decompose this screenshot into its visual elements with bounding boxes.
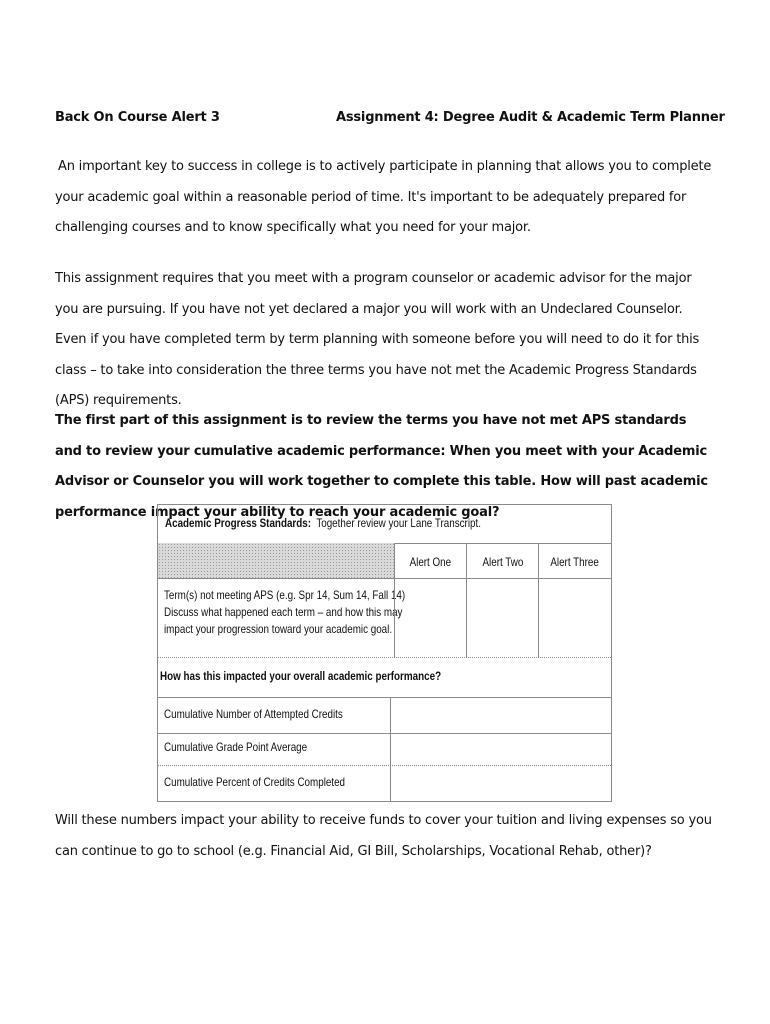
alert-heading: Back On Course Alert 3 — [55, 110, 220, 125]
col-alert-one — [394, 543, 466, 578]
col-alert-one-label: Alert One — [409, 555, 452, 569]
cumulative-percent-row — [158, 765, 611, 801]
instructions-paragraph: The first part of this assignment is to review the terms you have not met APS standards and to review your cumulative academic performance: When you meet with your Academic Advisor or Counselor you will work together to complete this table. How will past academic performance impact your ability to reach your academic goal? — [55, 413, 708, 520]
terms-line-1: Term(s) not meeting APS (e.g. Spr 14, Sum 14, Fall 14) — [164, 588, 406, 602]
col-alert-three-label: Alert Three — [550, 555, 600, 569]
funding-question-paragraph: Will these numbers impact your ability to receive funds to cover your tuition and living expenses so you can continue to go to school (e.g. Financial Aid, GI Bill, Scholarships, Vocational Rehab, other)? — [55, 813, 712, 859]
terms-alert-one-cell[interactable] — [394, 578, 466, 657]
cumulative-percent-label: Cumulative Percent of Credits Completed — [164, 775, 346, 789]
table-header-row — [158, 543, 611, 579]
table-title-bold: Academic Progress Standards: — [165, 516, 312, 530]
table-title-rest: Together review your Lane Transcript. — [316, 516, 481, 530]
assignment-heading: Assignment 4: Degree Audit & Academic Term Planner — [336, 110, 725, 125]
impact-row — [158, 657, 611, 698]
col-alert-two-label: Alert Two — [482, 555, 523, 569]
cumulative-percent-value[interactable] — [390, 765, 611, 801]
cumulative-credits-label: Cumulative Number of Attempted Credits — [164, 707, 343, 721]
terms-line-3: impact your progression toward your academic goal. — [164, 622, 393, 636]
shaded-corner-cell — [158, 543, 394, 578]
cumulative-gpa-label: Cumulative Grade Point Average — [164, 740, 308, 754]
cumulative-credits-value[interactable] — [390, 697, 611, 733]
requirements-paragraph: This assignment requires that you meet with a program counselor or academic advisor for the major you are pursuing. If you have not yet declared a major you will work with an Undeclared Counselor. Even if you have completed term by term planning with someone before you will need to do it for this class – to take into consideration the three terms you have not met the Academic Progress Standards (APS) requirements. — [55, 271, 700, 408]
cumulative-gpa-row — [158, 733, 611, 766]
terms-label-cell — [158, 578, 406, 657]
table-title — [165, 516, 550, 530]
terms-alert-two-cell[interactable] — [466, 578, 538, 657]
col-alert-three — [538, 543, 611, 578]
col-alert-two — [466, 543, 538, 578]
intro-paragraph: An important key to success in college is to actively participate in planning that allows you to complete your academic goal within a reasonable period of time. It's important to be adequately prepared for challenging courses and to know specifically what you need for your major. — [55, 159, 712, 235]
terms-row — [158, 578, 611, 658]
aps-table — [157, 504, 612, 802]
table-title-row — [158, 505, 611, 544]
terms-alert-three-cell[interactable] — [538, 578, 611, 657]
cumulative-gpa-value[interactable] — [390, 733, 611, 765]
cumulative-credits-row — [158, 697, 611, 734]
terms-line-2: Discuss what happened each term – and how this may — [164, 605, 403, 619]
impact-question: How has this impacted your overall academic performance? — [160, 669, 442, 683]
